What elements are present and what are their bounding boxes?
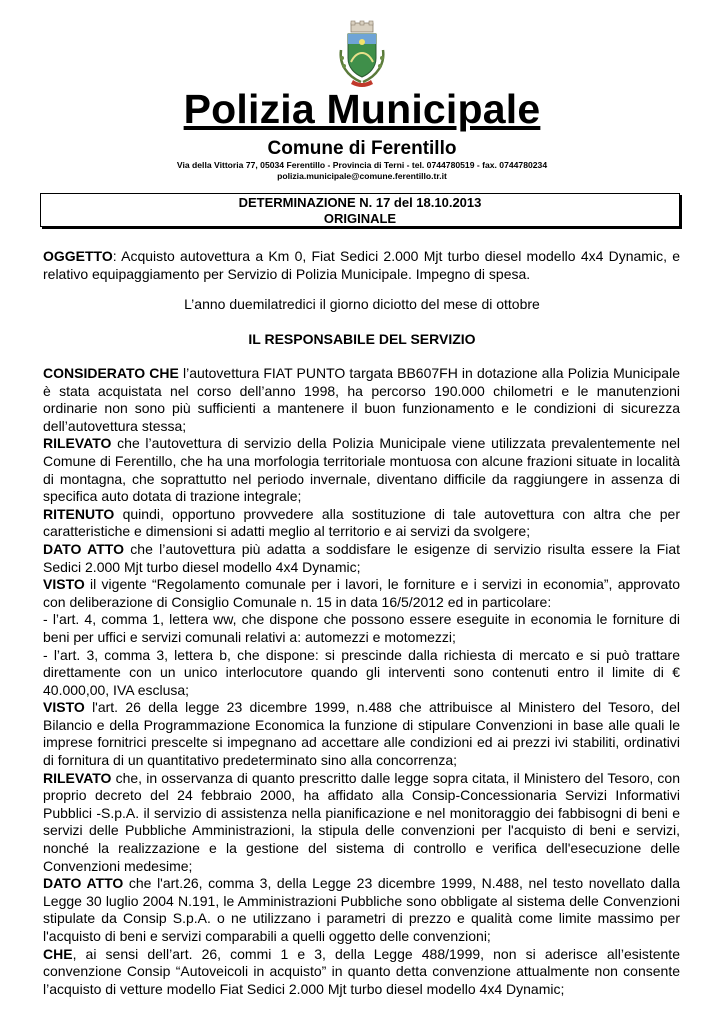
paragraph-text: - l’art. 3, comma 3, lettera b, che dispone: si prescinde dalla richiesta di mercato e si può trattare direttamente con un unico interlocutore quando gli interventi sono contenuti entro il limite di € 40.000,00, IVA esclusa; — [43, 646, 680, 698]
address-line: Via della Vittoria 77, 05034 Ferentillo - Provincia di Terni - tel. 0744780519 - fax. 0744780234 — [176, 160, 548, 170]
municipal-crest-icon — [327, 20, 397, 90]
paragraph — [43, 647, 680, 700]
paragraph — [43, 576, 680, 611]
address-block — [0, 160, 724, 182]
paragraph-text: il vigente “Regolamento comunale per i lavori, le forniture e i servizi in economia”, approvato con deliberazione di Consiglio Comunale n. 15 in data 16/5/2012 ed in particolare: — [43, 576, 680, 610]
paragraph-text: che l’autovettura di servizio della Polizia Municipale viene utilizzata prevalentemente nel Comune di Ferentillo, che ha una morfologia territoriale montuosa con alcune frazioni situate in località di montagna, che soprattutto nel periodo invernale, diventano difficile da raggiungere in assenza di specifica auto dotata di trazione integrale; — [43, 435, 680, 505]
paragraph-text: l’autovettura FIAT PUNTO targata BB607FH in dotazione alla Polizia Municipale è stata acquistata nel corso dell’anno 1998, ha percorso 190.000 chilometri e le manutenzioni ordinarie non sono più sufficienti a mantenere il buon funzionamento e le condizioni di sicurezza dell’autovettura stessa; — [43, 365, 680, 434]
paragraph-label: RILEVATO — [43, 435, 112, 452]
subject-label: OGGETTO — [43, 248, 113, 264]
date-line: L’anno duemilatredici il giorno diciotto del mese di ottobre — [184, 296, 540, 312]
paragraph-text: che l'art.26, comma 3, della Legge 23 dicembre 1999, N.488, nel testo novellato dalla Legge 30 luglio 2004 N.191, le Amministrazioni Pubbliche sono obbligate al sistema delle Convenzioni stipulate da Consip S.p.A. o ne utilizzano i parametri di prezzo e qualità come limite massimo per l'acquisto di beni e servizi comparabili a quelli oggetto delle convenzioni; — [43, 875, 680, 944]
paragraph — [43, 611, 680, 646]
paragraph-label: DATO ATTO — [43, 875, 124, 892]
paragraph-text: , ai sensi dell’art. 26, commi 1 e 3, della Legge 488/1999, non si aderisce all’esistente convenzione Consip “Autoveicoli in acquisto” in quanto detta convenzione attualmente non consente l’acquisto di vetture modello Fiat Sedici 2.000 Mjt turbo diesel modello 4x4 Dynamic; — [43, 945, 680, 997]
paragraph — [43, 699, 680, 769]
page-title: Polizia Municipale — [183, 86, 541, 132]
determination-box — [40, 193, 680, 227]
paragraph — [43, 365, 680, 435]
paragraph — [43, 435, 680, 505]
paragraph-text: quindi, opportuno provvedere alla sostituzione di tale autovettura con altra che per caratteristiche e dimensioni si adatti meglio al territorio e ai servizi da svolgere; — [43, 505, 680, 540]
paragraph-text: - l’art. 4, comma 1, lettera ww, che dispone che possono essere eseguite in economia le forniture di beni per uffici e servizi comunali relativi a: automezzi e motomezzi; — [43, 611, 680, 645]
responsible-heading: IL RESPONSABILE DEL SERVIZIO — [248, 331, 476, 347]
paragraph — [43, 770, 680, 876]
determination-number: DETERMINAZIONE N. 17 del 18.10.2013 — [238, 195, 482, 210]
paragraph-label: CHE — [43, 945, 73, 962]
paragraph-text: che l’autovettura più adatta a soddisfare le esigenze di servizio risulta essere la Fiat Sedici 2.000 Mjt turbo diesel modello 4x4 Dynamic; — [43, 540, 681, 575]
paragraph-text: l'art. 26 della legge 23 dicembre 1999, n.488 che attribuisce al Ministero del Tesoro, del Bilancio e della Programmazione Economica la funzione di stipulare Convenzioni in base alle quali le imprese fornitrici prescelte si impegnano ad accettare alle condizioni ed ai prezzi ivi stabiliti, ordinativi di fornitura di un quantitativo predeterminato sino alla concorrenza; — [43, 699, 680, 769]
body-text — [43, 365, 680, 998]
paragraph-text: che, in osservanza di quanto prescritto dalle legge sopra citata, il Ministero del Tesoro, con proprio decreto del 24 febbraio 2000, ha affidato alla Consip-Concessionaria Servizi Informativi Pubblici -S.p.A. il servizio di assistenza nella pianificazione e nel monitoraggio dei fabbisogni di beni e servizi delle Pubbliche Amministrazioni, la stipula delle convenzioni per l'acquisto di beni e servizi, nonché la realizzazione e la gestione del sistema di controllo e verifica dell'esecuzione delle Convenzioni medesime; — [43, 769, 680, 874]
paragraph-label: RILEVATO — [43, 769, 112, 786]
paragraph — [43, 946, 680, 999]
email-line: polizia.municipale@comune.ferentillo.tr.it — [277, 171, 447, 181]
municipality-name: Comune di Ferentillo — [267, 138, 457, 159]
paragraph-label: VISTO — [43, 699, 85, 716]
paragraph — [43, 541, 680, 576]
paragraph — [43, 875, 680, 945]
subject-paragraph — [43, 248, 680, 283]
subject-text: : Acquisto autovettura a Km 0, Fiat Sedici 2.000 Mjt turbo diesel modello 4x4 Dynamic, e relativo equipaggiamento per Servizio di Polizia Municipale. Impegno di spesa. — [43, 248, 680, 282]
paragraph-label: DATO ATTO — [43, 540, 124, 557]
determination-status: ORIGINALE — [323, 211, 397, 226]
paragraph-label: VISTO — [43, 576, 85, 593]
paragraph — [43, 506, 680, 541]
paragraph-label: CONSIDERATO CHE — [43, 365, 179, 381]
paragraph-label: RITENUTO — [43, 505, 115, 522]
